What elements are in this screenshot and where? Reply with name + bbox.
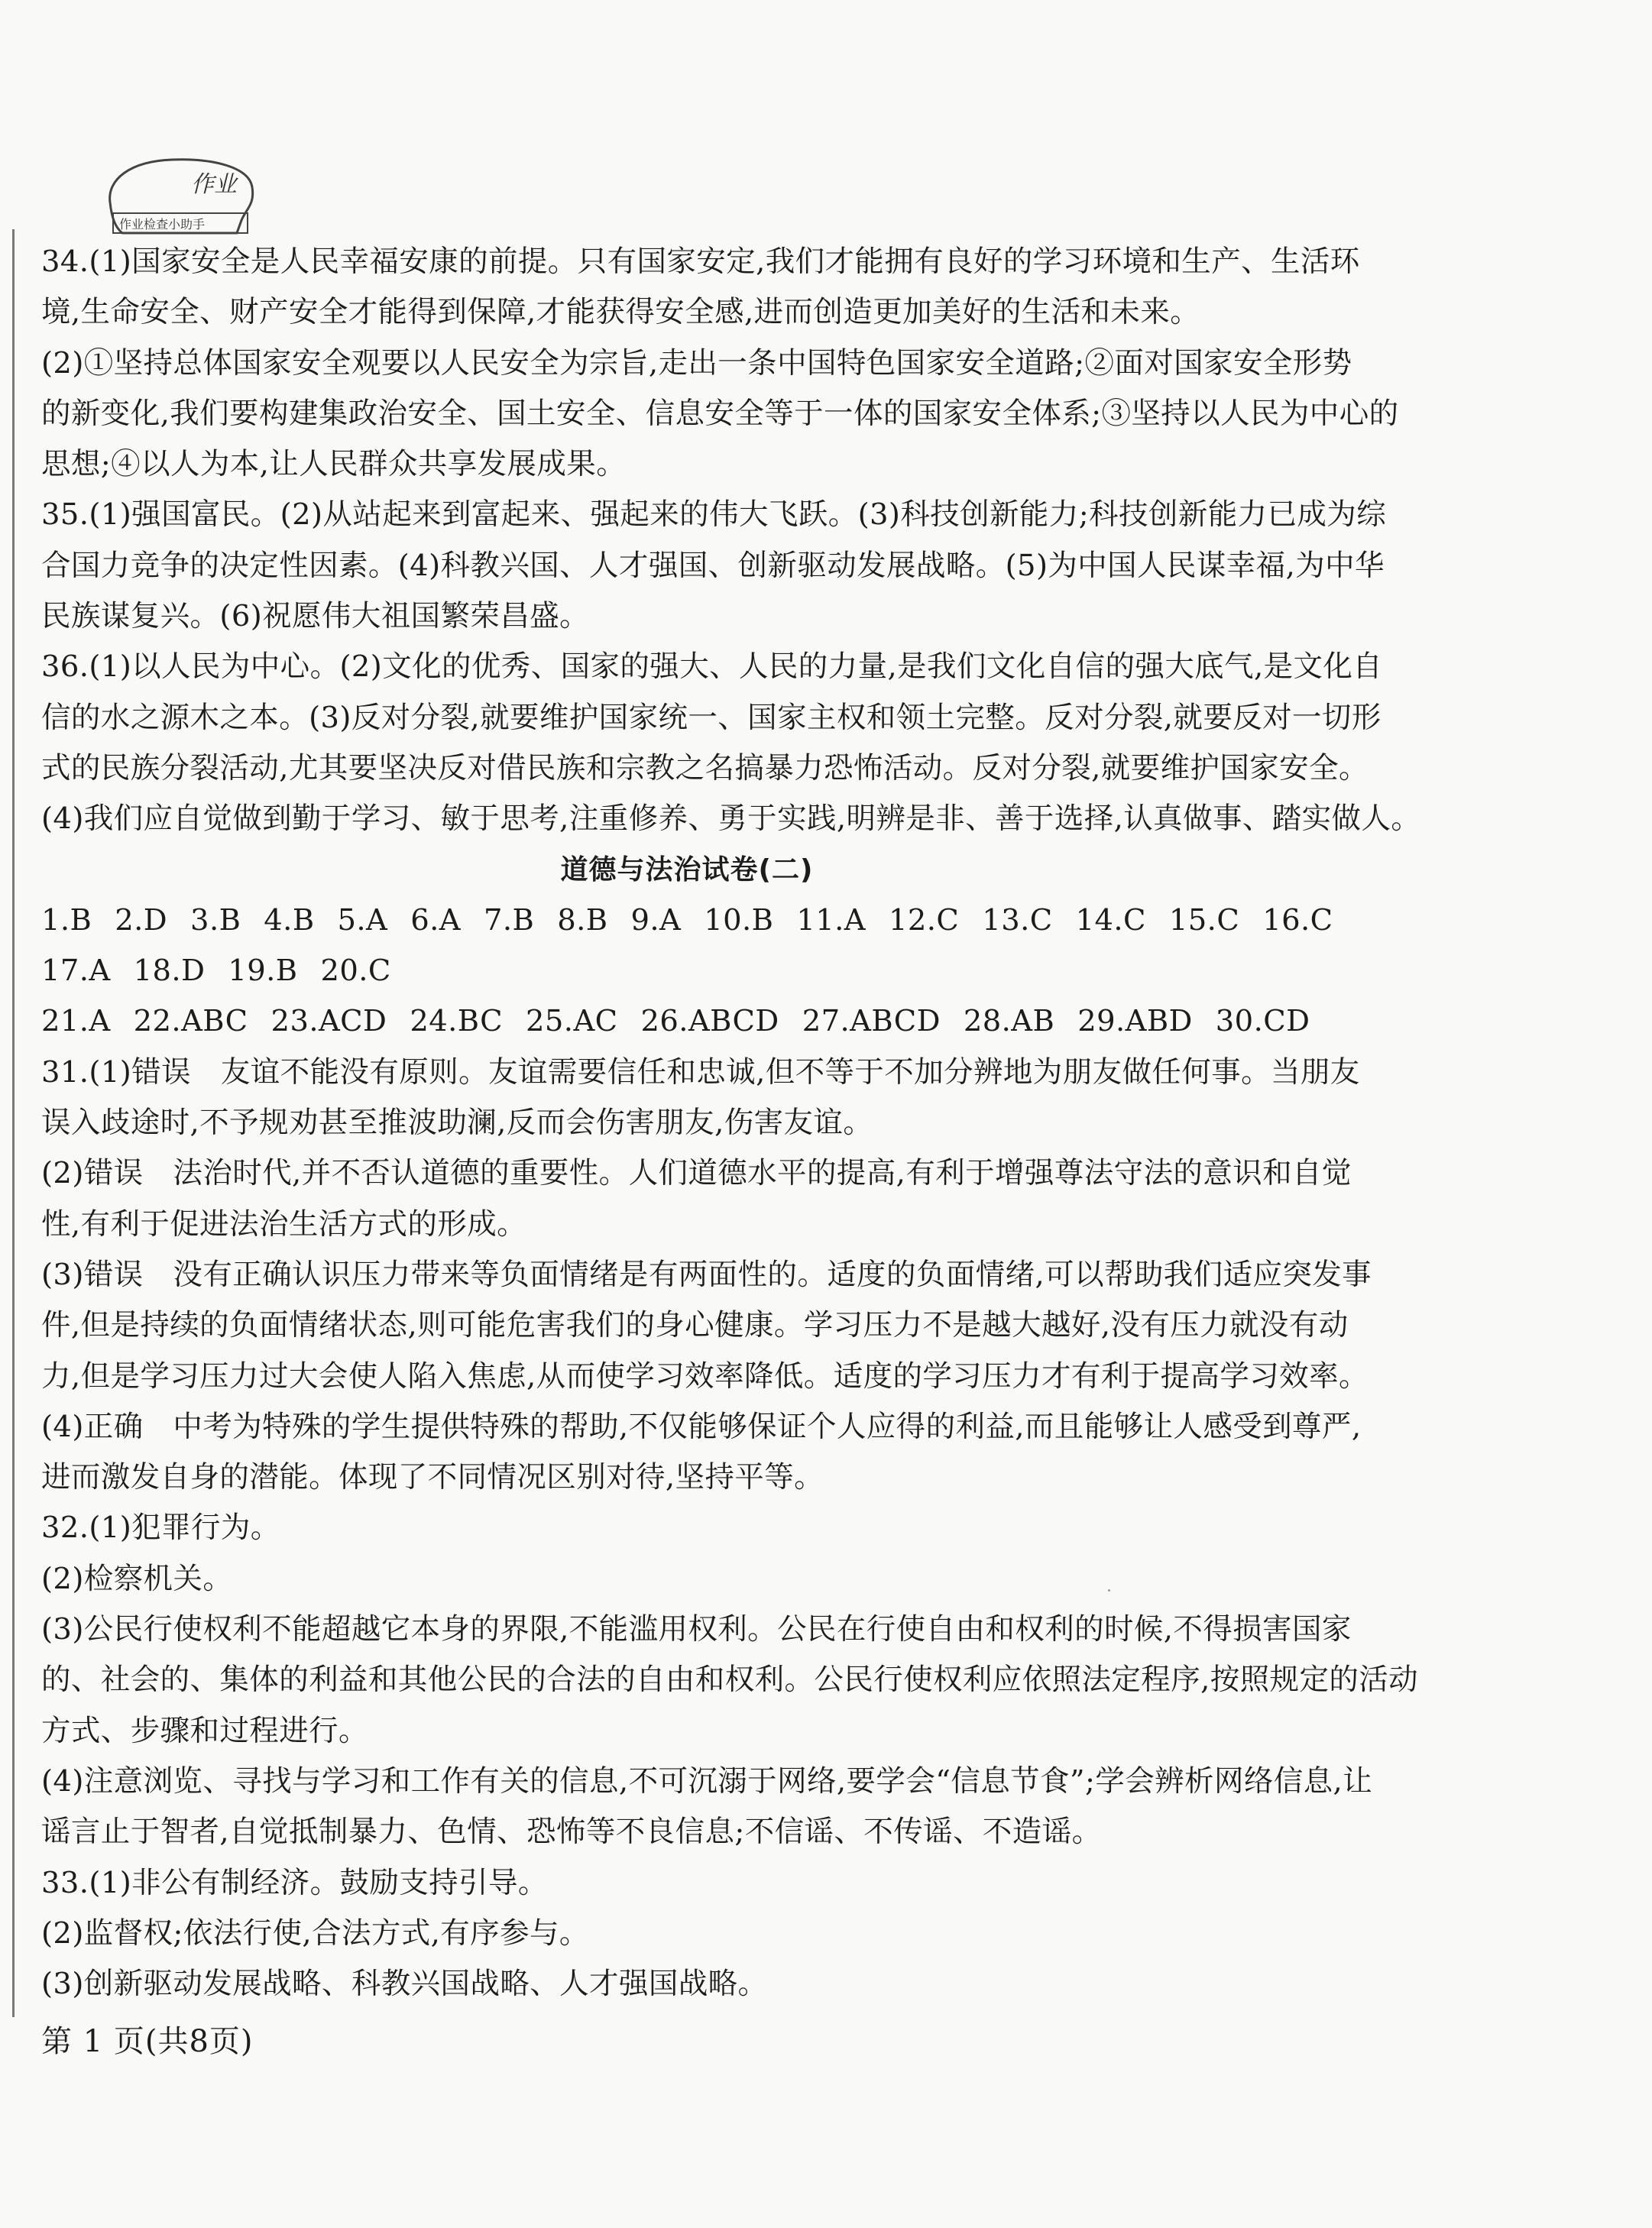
mc-answer: 28.AB bbox=[963, 1004, 1055, 1039]
mc-answer: 4.B bbox=[264, 902, 315, 938]
mc-answer: 26.ABCD bbox=[640, 1004, 779, 1039]
text-line: 信的水之源木之本。(3)反对分裂,就要维护国家统一、国家主权和领土完整。反对分裂,就要反对一切形 bbox=[41, 700, 1382, 735]
text-line: (4)我们应自觉做到勤于学习、敏于思考,注重修养、勇于实践,明辨是非、善于选择,认真做事、踏实做人。 bbox=[41, 801, 1421, 837]
mc-answer: 18.D bbox=[133, 954, 206, 989]
mc-answer-row bbox=[41, 996, 1333, 1047]
text-line: 式的民族分裂活动,尤其要坚决反对借民族和宗教之名搞暴力恐怖活动。反对分裂,就要维护国家安全。 bbox=[41, 750, 1369, 785]
mc-answer: 7.B bbox=[484, 902, 535, 938]
mc-answer: 11.A bbox=[796, 902, 866, 938]
text-line: 36.(1)以人民为中心。(2)文化的优秀、国家的强大、人民的力量,是我们文化自信的强大底气,是文化自 bbox=[41, 649, 1383, 685]
mc-answer: 5.A bbox=[337, 902, 388, 938]
mc-answer: 3.B bbox=[190, 902, 241, 938]
mc-answer: 1.B bbox=[41, 902, 92, 938]
mc-answer: 13.C bbox=[982, 902, 1053, 938]
mc-answer: 23.ACD bbox=[270, 1004, 387, 1039]
text-line: 思想;④以人为本,让人民群众共享发展成果。 bbox=[41, 447, 627, 482]
mc-answer: 21.A bbox=[41, 1004, 111, 1039]
mc-answer: 8.B bbox=[557, 902, 608, 938]
left-margin-line bbox=[12, 229, 15, 2017]
text-line: 的新变化,我们要构建集政治安全、国土安全、信息安全等于一体的国家安全体系;③坚持以人民为中心的 bbox=[41, 396, 1399, 431]
text-line: 误入歧途时,不予规劝甚至推波助澜,反而会伤害朋友,伤害友谊。 bbox=[41, 1106, 873, 1141]
text-line: 合国力竞争的决定性因素。(4)科教兴国、人才强国、创新驱动发展战略。(5)为中国人民谋幸福,为中华 bbox=[41, 548, 1385, 583]
mc-answer: 24.BC bbox=[410, 1004, 504, 1039]
mc-answer: 16.C bbox=[1262, 902, 1333, 938]
text-line: 力,但是学习压力过大会使人陷入焦虑,从而使学习效率降低。适度的学习压力才有利于提高学习效率。 bbox=[41, 1358, 1369, 1394]
mc-answer: 14.C bbox=[1075, 902, 1146, 938]
text-line: 境,生命安全、财产安全才能得到保障,才能获得安全感,进而创造更加美好的生活和未来。 bbox=[41, 295, 1200, 330]
text-line: 34.(1)国家安全是人民幸福安康的前提。只有国家安定,我们才能拥有良好的学习环境和生产、生活环 bbox=[41, 244, 1360, 279]
text-line: 件,但是持续的负面情绪状态,则可能危害我们的身心健康。学习压力不是越大越好,没有压力就没有动 bbox=[41, 1308, 1349, 1343]
mc-answer-row bbox=[41, 946, 1333, 996]
mc-answer: 20.C bbox=[320, 954, 391, 989]
mc-answer: 29.ABD bbox=[1077, 1004, 1193, 1039]
page-footer: 第 1 页(共8页) bbox=[41, 2024, 254, 2059]
section-title: 道德与法治试卷(二) bbox=[560, 853, 814, 886]
mc-answer: 30.CD bbox=[1215, 1004, 1310, 1039]
mc-answer: 10.B bbox=[704, 902, 774, 938]
mc-answer: 19.B bbox=[228, 954, 298, 989]
text-line: 的、社会的、集体的利益和其他公民的合法的自由和权利。公民行使权利应依照法定程序,按照规定的活动 bbox=[41, 1663, 1419, 1698]
mc-answer: 2.D bbox=[115, 902, 168, 938]
text-line: 33.(1)非公有制经济。鼓励支持引导。 bbox=[41, 1865, 548, 1900]
text-line: (3)错误 没有正确认识压力带来等负面情绪是有两面性的。适度的负面情绪,可以帮助我们适应突发事 bbox=[41, 1257, 1372, 1292]
answer-content bbox=[41, 237, 1421, 2009]
mc-answer: 27.ABCD bbox=[802, 1004, 941, 1039]
scan-speck bbox=[1108, 1589, 1110, 1592]
text-line: 32.(1)犯罪行为。 bbox=[41, 1511, 280, 1546]
text-line: 31.(1)错误 友谊不能没有原则。友谊需要信任和忠诚,但不等于不加分辨地为朋友做任何事。当朋友 bbox=[41, 1054, 1360, 1090]
homework-helper-stamp bbox=[99, 157, 260, 239]
stamp-top-text: 作业 bbox=[191, 171, 237, 198]
text-line: 谣言止于智者,自觉抵制暴力、色情、恐怖等不良信息;不信谣、不传谣、不造谣。 bbox=[41, 1815, 1102, 1850]
mc-answer: 25.AC bbox=[526, 1004, 618, 1039]
stamp-bottom-text: 作业检查小助手 bbox=[119, 217, 206, 232]
text-line: (4)正确 中考为特殊的学生提供特殊的帮助,不仅能够保证个人应得的利益,而且能够让人感受到尊严, bbox=[41, 1409, 1362, 1444]
text-line: (2)检察机关。 bbox=[41, 1561, 233, 1596]
text-line: 35.(1)强国富民。(2)从站起来到富起来、强起来的伟大飞跃。(3)科技创新能力;科技创新能力已成为综 bbox=[41, 497, 1387, 533]
mc-answer: 9.A bbox=[630, 902, 682, 938]
text-line: (4)注意浏览、寻找与学习和工作有关的信息,不可沉溺于网络,要学会“信息节食”;学会辨析网络信息,让 bbox=[41, 1763, 1373, 1799]
text-line: 性,有利于促进法治生活方式的形成。 bbox=[41, 1206, 527, 1242]
mc-answer: 12.C bbox=[889, 902, 960, 938]
text-line: (2)监督权;依法行使,合法方式,有序参与。 bbox=[41, 1915, 589, 1951]
text-line: 民族谋复兴。(6)祝愿伟大祖国繁荣昌盛。 bbox=[41, 599, 590, 634]
text-line: 进而激发自身的潜能。体现了不同情况区别对待,坚持平等。 bbox=[41, 1460, 824, 1495]
mc-answer: 15.C bbox=[1168, 902, 1240, 938]
text-line: (2)错误 法治时代,并不否认道德的重要性。人们道德水平的提高,有利于增强尊法守法的意识和自觉 bbox=[41, 1156, 1352, 1191]
text-line: (3)公民行使权利不能超越它本身的界限,不能滥用权利。公民在行使自由和权利的时候,不得损害国家 bbox=[41, 1612, 1352, 1647]
text-line: (2)①坚持总体国家安全观要以人民安全为宗旨,走出一条中国特色国家安全道路;②面对国家安全形势 bbox=[41, 345, 1352, 381]
mc-answer: 6.A bbox=[410, 902, 462, 938]
stamp-logo-icon bbox=[99, 157, 260, 239]
mc-answer-row bbox=[41, 895, 1333, 946]
mc-answer: 22.ABC bbox=[133, 1004, 248, 1039]
text-line: (3)创新驱动发展战略、科教兴国战略、人才强国战略。 bbox=[41, 1967, 768, 2002]
text-line: 方式、步骤和过程进行。 bbox=[41, 1713, 368, 1748]
mc-answer: 17.A bbox=[41, 954, 111, 989]
